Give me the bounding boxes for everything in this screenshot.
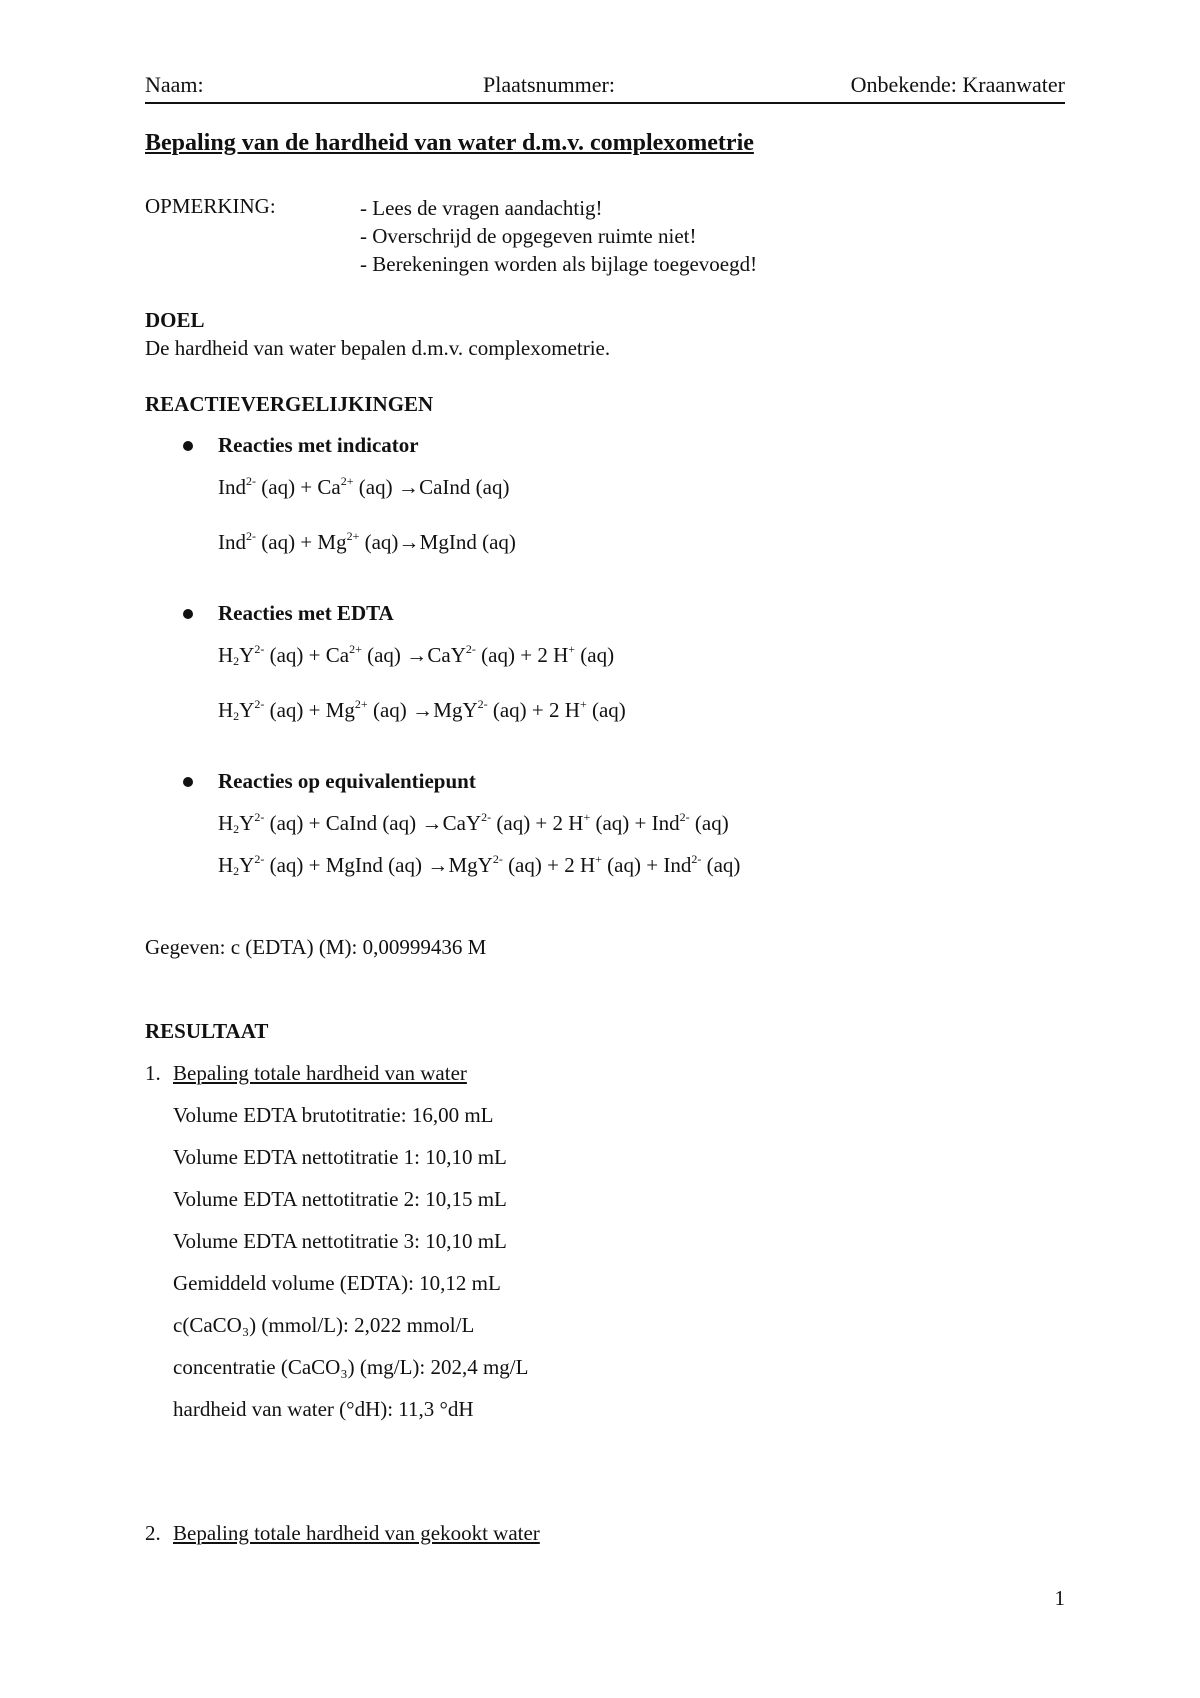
equation-text: (aq) + MgInd (aq) bbox=[264, 853, 428, 877]
opmerking-label: OPMERKING: bbox=[145, 194, 276, 218]
equation-text: MgY bbox=[443, 853, 493, 877]
result-line: Volume EDTA nettotitratie 3: 10,10 mL bbox=[173, 1229, 507, 1253]
equation-superscript: + bbox=[579, 697, 587, 711]
result-line: Gemiddeld volume (EDTA): 10,12 mL bbox=[173, 1271, 501, 1295]
reaction-group-title: Reacties met EDTA bbox=[218, 601, 394, 625]
equation-text: (aq) + Ind bbox=[590, 811, 680, 835]
result-item-heading: Bepaling totale hardheid van water bbox=[173, 1061, 467, 1085]
equation-text: (aq) + Mg bbox=[264, 698, 355, 722]
equation-superscript: 2- bbox=[246, 474, 256, 488]
equation-text: Y bbox=[239, 698, 255, 722]
equation-text: (aq) + CaInd (aq) bbox=[264, 811, 422, 835]
resultaat-heading: RESULTAAT bbox=[145, 1019, 269, 1043]
equation-subscript: 2 bbox=[233, 709, 240, 723]
document-title: Bepaling van de hardheid van water d.m.v. complexometrie bbox=[145, 130, 754, 156]
equation-superscript: 2- bbox=[254, 810, 265, 824]
header-plaatsnummer: Plaatsnummer: bbox=[483, 72, 615, 97]
equation-text: (aq) + 2 H bbox=[502, 853, 596, 877]
opmerking-line: - Lees de vragen aandachtig! bbox=[360, 196, 603, 220]
equation-text: (aq) bbox=[367, 698, 413, 722]
reaction-arrow-icon: → bbox=[412, 698, 434, 722]
page-header bbox=[145, 70, 1065, 104]
equation-text: (aq) bbox=[689, 811, 729, 835]
opmerking-line: - Overschrijd de opgegeven ruimte niet! bbox=[360, 224, 697, 248]
equation-text: (aq) bbox=[353, 475, 398, 499]
equation-text: (aq) + 2 H bbox=[475, 643, 569, 667]
reaction-equation bbox=[218, 698, 626, 723]
result-item-number: 1. bbox=[145, 1061, 161, 1085]
equation-superscript: 2- bbox=[679, 810, 690, 824]
reaction-equation bbox=[218, 853, 740, 878]
equation-text: (aq) + Ca bbox=[264, 643, 350, 667]
equation-superscript: 2- bbox=[691, 852, 702, 866]
gegeven-text: Gegeven: c (EDTA) (M): 0,00999436 M bbox=[145, 935, 487, 959]
equation-superscript: 2- bbox=[477, 697, 488, 711]
opmerking-list bbox=[360, 194, 757, 278]
result-line: Volume EDTA nettotitratie 2: 10,15 mL bbox=[173, 1187, 507, 1211]
reaction-equation bbox=[218, 475, 509, 500]
reaction-equation bbox=[218, 811, 729, 836]
equation-text: CaY bbox=[437, 811, 482, 835]
equation-text: (aq) + Ind bbox=[601, 853, 692, 877]
equation-superscript: + bbox=[568, 642, 576, 656]
equation-subscript: 2 bbox=[233, 864, 240, 878]
equation-text: CaInd (aq) bbox=[413, 475, 510, 499]
equation-superscript: 2+ bbox=[340, 474, 354, 488]
equation-superscript: 2- bbox=[465, 642, 476, 656]
equation-text: (aq) + 2 H bbox=[487, 698, 580, 722]
bullet-icon bbox=[183, 441, 193, 451]
equation-text: Ind bbox=[218, 475, 246, 499]
equation-text: H bbox=[218, 811, 234, 835]
equation-superscript: 2- bbox=[254, 697, 265, 711]
equation-text: H bbox=[218, 643, 234, 667]
reacties-heading: REACTIEVERGELIJKINGEN bbox=[145, 392, 434, 416]
equation-text: H bbox=[218, 853, 234, 877]
equation-text: (aq) bbox=[701, 853, 741, 877]
header-onbekende: Onbekende: Kraanwater bbox=[850, 72, 1065, 97]
equation-text: (aq) bbox=[586, 698, 626, 722]
page-number: 1 bbox=[1054, 1586, 1065, 1610]
result-line: concentratie (CaCO₃) (mg/L): 202,4 mg/L bbox=[173, 1355, 529, 1379]
bullet-icon bbox=[183, 609, 193, 619]
reaction-group-title: Reacties op equivalentiepunt bbox=[218, 769, 476, 793]
equation-text: MgY bbox=[428, 698, 478, 722]
equation-superscript: + bbox=[583, 810, 591, 824]
result-item-heading: Bepaling totale hardheid van gekookt water bbox=[173, 1521, 540, 1545]
equation-text: (aq) bbox=[361, 643, 407, 667]
equation-text: (aq) + 2 H bbox=[491, 811, 584, 835]
equation-text: Y bbox=[239, 643, 255, 667]
equation-superscript: 2+ bbox=[346, 529, 360, 543]
reaction-group-title: Reacties met indicator bbox=[218, 433, 419, 457]
reaction-arrow-icon: → bbox=[427, 853, 449, 877]
equation-text: (aq) + Ca bbox=[256, 475, 341, 499]
reaction-arrow-icon: → bbox=[406, 643, 428, 667]
result-item-number: 2. bbox=[145, 1521, 161, 1545]
equation-text: Ind bbox=[218, 530, 246, 554]
equation-superscript: + bbox=[595, 852, 602, 866]
result-line: c(CaCO₃) (mmol/L): 2,022 mmol/L bbox=[173, 1313, 475, 1337]
equation-text: CaY bbox=[422, 643, 466, 667]
reaction-arrow-icon: → bbox=[421, 811, 443, 835]
header-naam: Naam: bbox=[145, 72, 204, 97]
equation-superscript: 2+ bbox=[354, 697, 368, 711]
equation-superscript: 2- bbox=[246, 529, 256, 543]
equation-superscript: 2- bbox=[254, 642, 265, 656]
equation-subscript: 2 bbox=[233, 822, 240, 836]
doel-text: De hardheid van water bepalen d.m.v. complexometrie. bbox=[145, 336, 611, 360]
equation-superscript: 2+ bbox=[349, 642, 362, 656]
reaction-arrow-icon: → bbox=[397, 475, 419, 499]
equation-text: MgInd (aq) bbox=[414, 530, 516, 554]
equation-text: Y bbox=[239, 811, 255, 835]
result-line: Volume EDTA nettotitratie 1: 10,10 mL bbox=[173, 1145, 507, 1169]
doel-heading: DOEL bbox=[145, 308, 205, 332]
result-line: Volume EDTA brutotitratie: 16,00 mL bbox=[173, 1103, 494, 1127]
result-line: hardheid van water (°dH): 11,3 °dH bbox=[173, 1397, 474, 1421]
reaction-equation bbox=[218, 643, 614, 668]
equation-superscript: 2- bbox=[254, 852, 265, 866]
reaction-equation bbox=[218, 530, 516, 555]
reaction-arrow-icon: → bbox=[398, 530, 420, 554]
equation-superscript: 2- bbox=[492, 852, 503, 866]
bullet-icon bbox=[183, 777, 193, 787]
equation-text: (aq) bbox=[359, 530, 399, 554]
equation-text: (aq) + Mg bbox=[256, 530, 347, 554]
equation-superscript: 2- bbox=[481, 810, 492, 824]
equation-text: (aq) bbox=[575, 643, 615, 667]
equation-subscript: 2 bbox=[233, 654, 240, 668]
opmerking-line: - Berekeningen worden als bijlage toegevoegd! bbox=[360, 252, 758, 276]
document-page bbox=[145, 0, 1065, 1698]
equation-text: H bbox=[218, 698, 234, 722]
equation-text: Y bbox=[239, 853, 255, 877]
